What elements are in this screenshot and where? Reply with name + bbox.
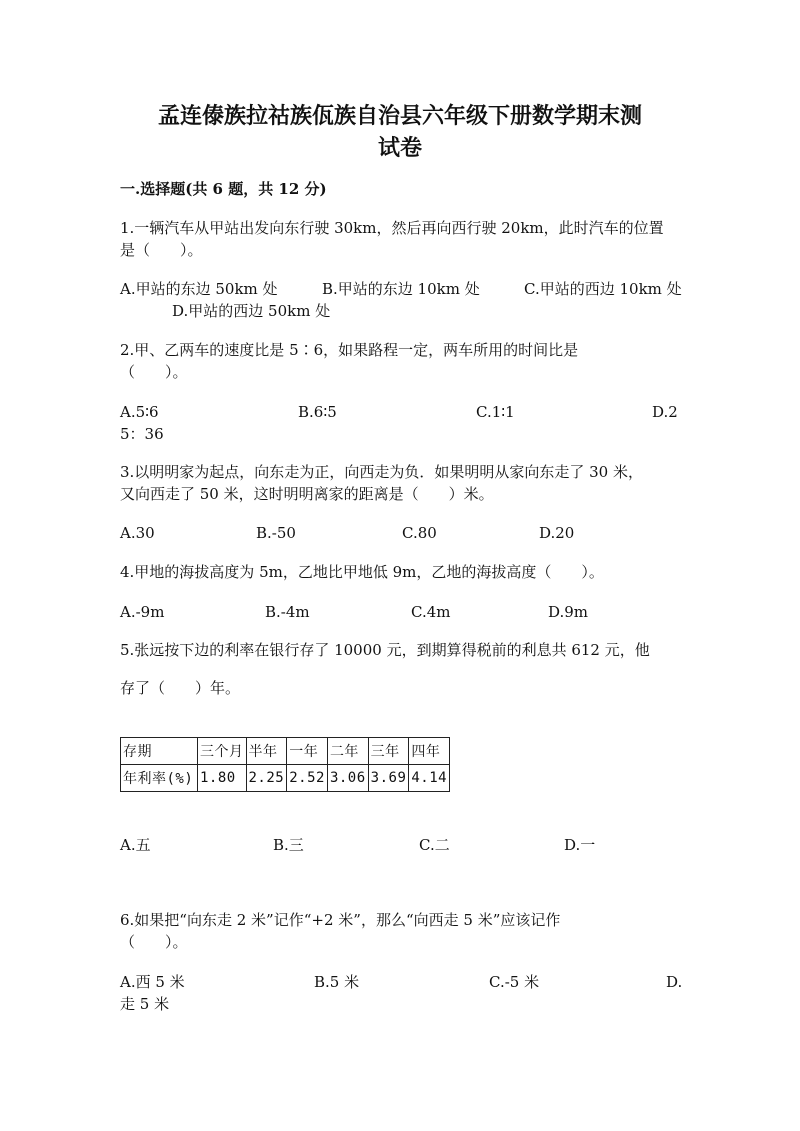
table-cell: 三年 bbox=[368, 738, 409, 765]
table-cell: 三个月 bbox=[198, 738, 247, 765]
table-cell: 存期 bbox=[121, 738, 198, 765]
question-6-stem-line-1: 6.如果把“向东走 2 米”记作“+2 米”，那么“向西走 5 米”应该记作 bbox=[120, 911, 561, 929]
question-5-stem-line-1: 5.张远按下边的利率在银行存了 10000 元，到期算得税前的利息共 612 元，他 bbox=[120, 641, 650, 659]
question-6-option-a[interactable]: A.西 5 米 bbox=[120, 973, 185, 991]
question-2-option-b[interactable]: B.6∶5 bbox=[298, 403, 337, 421]
table-row bbox=[121, 765, 450, 792]
question-2-stem-line-2: （ ）。 bbox=[120, 363, 188, 381]
question-3-stem-line-1: 3.以明明家为起点，向东走为正，向西走为负．如果明明从家向东走了 30 米， bbox=[120, 463, 643, 481]
question-5-option-b[interactable]: B.三 bbox=[273, 836, 304, 854]
question-1-stem-line-1: 1.一辆汽车从甲站出发向东行驶 30km，然后再向西行驶 20km，此时汽车的位置 bbox=[120, 219, 664, 237]
question-2-stem-line-1: 2.甲、乙两车的速度比是 5∶6，如果路程一定，两车所用的时间比是 bbox=[120, 341, 579, 359]
question-1-stem-line-2: 是（ ）。 bbox=[120, 241, 203, 259]
table-cell: 3.69 bbox=[368, 765, 409, 792]
question-1-option-c[interactable]: C.甲站的西边 10km 处 bbox=[524, 280, 682, 298]
question-4-option-d[interactable]: D.9m bbox=[548, 603, 589, 621]
question-4-option-b[interactable]: B.-4m bbox=[265, 603, 310, 621]
table-cell: 2.25 bbox=[246, 765, 287, 792]
question-2-option-c[interactable]: C.1∶1 bbox=[476, 403, 515, 421]
question-3-option-c[interactable]: C.80 bbox=[402, 524, 437, 542]
question-3-stem-line-2: 又向西走了 50 米，这时明明离家的距离是（ ）米。 bbox=[120, 485, 494, 503]
question-4-option-a[interactable]: A.-9m bbox=[120, 603, 165, 621]
question-2-option-a[interactable]: A.5∶6 bbox=[120, 403, 159, 421]
title-line-2: 试卷 bbox=[377, 135, 422, 161]
question-3-option-a[interactable]: A.30 bbox=[120, 524, 155, 542]
question-3-option-b[interactable]: B.-50 bbox=[256, 524, 296, 542]
question-5-option-d[interactable]: D.一 bbox=[564, 836, 596, 854]
question-6-option-b[interactable]: B.5 米 bbox=[314, 973, 360, 991]
question-6-option-c[interactable]: C.-5 米 bbox=[489, 973, 540, 991]
table-cell: 4.14 bbox=[409, 765, 450, 792]
question-1-option-d[interactable]: D.甲站的西边 50km 处 bbox=[172, 302, 331, 320]
exam-title bbox=[100, 100, 700, 164]
table-cell: 半年 bbox=[246, 738, 287, 765]
question-4-option-c[interactable]: C.4m bbox=[411, 603, 451, 621]
question-3-option-d[interactable]: D.20 bbox=[539, 524, 575, 542]
title-line-1: 孟连傣族拉祜族佤族自治县六年级下册数学期末测 bbox=[157, 103, 642, 129]
question-1-option-b[interactable]: B.甲站的东边 10km 处 bbox=[322, 280, 480, 298]
question-2-option-d-wrap[interactable]: 5：36 bbox=[120, 425, 164, 443]
question-5-option-c[interactable]: C.二 bbox=[419, 836, 450, 854]
table-header-row bbox=[121, 738, 450, 765]
question-6-option-d-wrap[interactable]: 走 5 米 bbox=[120, 995, 170, 1013]
table-cell: 2.52 bbox=[287, 765, 328, 792]
table-cell: 3.06 bbox=[327, 765, 368, 792]
table-cell: 一年 bbox=[287, 738, 328, 765]
question-5-option-a[interactable]: A.五 bbox=[120, 836, 151, 854]
table-cell: 四年 bbox=[409, 738, 450, 765]
question-2-option-d[interactable]: D.2 bbox=[652, 403, 678, 421]
table-cell: 1.80 bbox=[198, 765, 247, 792]
interest-rate-table bbox=[120, 737, 450, 792]
section-heading: 一.选择题(共 6 题，共 12 分) bbox=[120, 180, 327, 198]
table-cell: 年利率(%) bbox=[121, 765, 198, 792]
question-5-stem-line-2: 存了（ ）年。 bbox=[120, 679, 241, 697]
question-4-stem-line-1: 4.甲地的海拔高度为 5m，乙地比甲地低 9m，乙地的海拔高度（ ）。 bbox=[120, 563, 604, 581]
table-cell: 二年 bbox=[327, 738, 368, 765]
question-6-stem-line-2: （ ）。 bbox=[120, 933, 188, 951]
question-6-option-d[interactable]: D. bbox=[666, 973, 683, 991]
question-1-option-a[interactable]: A.甲站的东边 50km 处 bbox=[120, 280, 278, 298]
